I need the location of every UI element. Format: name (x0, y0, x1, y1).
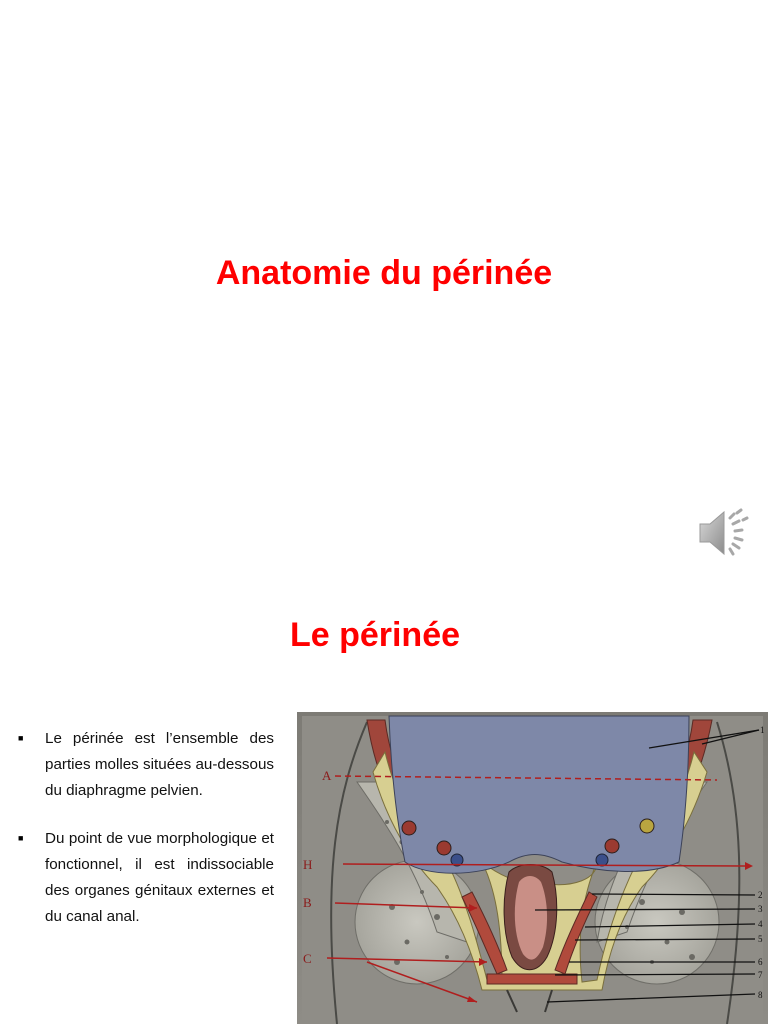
square-bullet-icon: ■ (18, 833, 24, 843)
bullet-list (18, 726, 274, 952)
figure-number-label: 6 (758, 957, 763, 967)
figure-number-label: 1 (760, 725, 765, 735)
figure-label: C (303, 951, 312, 966)
figure-number-label: 8 (758, 990, 763, 1000)
figure-number-label: 5 (758, 934, 763, 944)
slide-2-title: Le périnée (289, 616, 461, 654)
bullet-text: Du point de vue morphologique et fonctionnel, il est indissociable des organes génitaux externes et du canal anal. (45, 830, 274, 925)
bullet-item (18, 826, 274, 930)
speaker-volume-icon[interactable] (698, 508, 750, 558)
slide-2 (0, 576, 768, 1024)
figure-label: B (303, 895, 312, 910)
figure-number-label: 7 (758, 970, 763, 980)
figure-number-label: 4 (758, 919, 763, 929)
slide-1-title: Anatomie du périnée (215, 254, 553, 292)
bullet-item (18, 726, 274, 804)
figure-number-label: 3 (758, 904, 763, 914)
square-bullet-icon: ■ (18, 733, 24, 743)
figure-label: A (322, 768, 332, 783)
perineum-anatomy-figure (297, 712, 768, 1024)
bullet-text: Le périnée est l’ensemble des parties molles situées au-dessous du diaphragme pelvien. (45, 730, 274, 799)
figure-label: H (303, 857, 313, 872)
figure-number-label: 2 (758, 890, 763, 900)
